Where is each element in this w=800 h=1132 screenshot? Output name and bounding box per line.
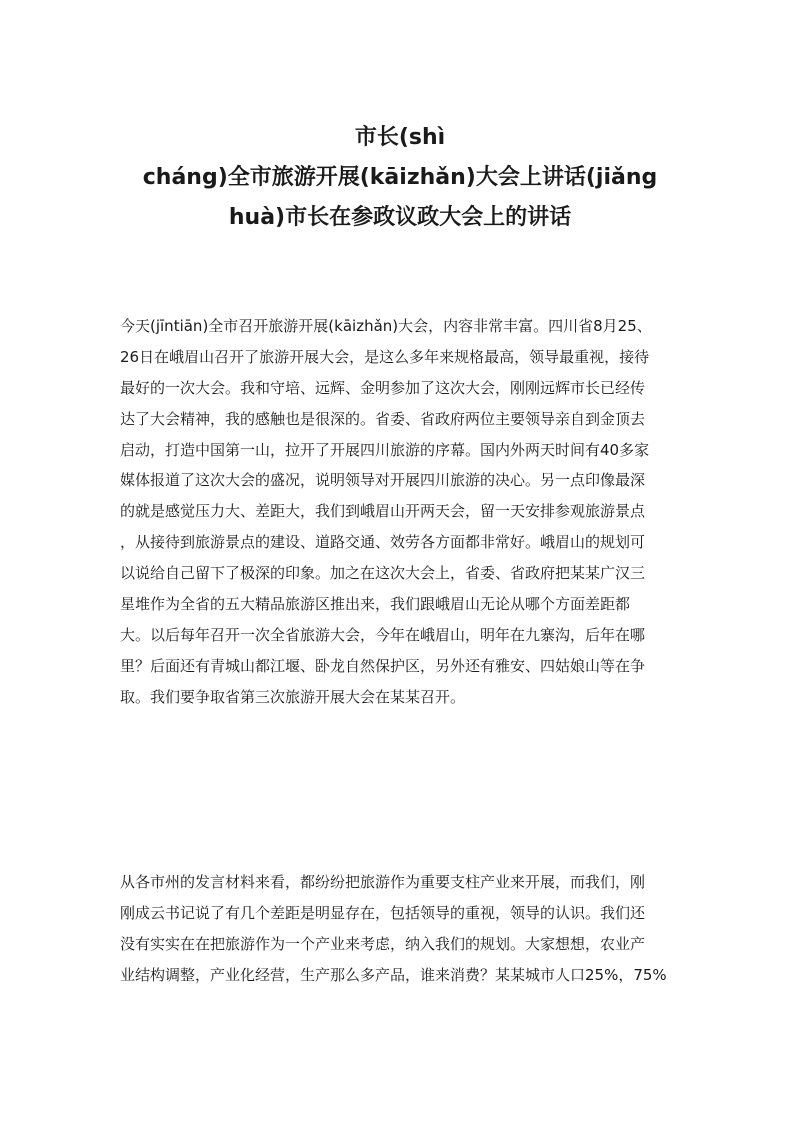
paragraph-line: 以说给自己留下了极深的印象。加之在这次大会上，省委、省政府把某某广汉三 <box>120 564 646 583</box>
paragraph-line: 启动，打造中国第一山，拉开了开展四川旅游的序幕。国内外两天时间有40多家 <box>120 440 650 459</box>
paragraph-line: 今天(jīntiān)全市召开旅游开展(kāizhǎn)大会，内容非常丰富。四川省8月25、 <box>120 317 652 335</box>
title-line: 市长(shì <box>354 125 446 150</box>
paragraph-line: 达了大会精神，我的感触也是很深的。省委、省政府两位主要领导亲自到金顶去 <box>120 409 646 428</box>
paragraph-line: 大。以后每年召开一次全省旅游大会，今年在峨眉山，明年在九寨沟，后年在哪 <box>120 625 646 644</box>
paragraph-line: ，从接待到旅游景点的建设、道路交通、效劳各方面都非常好。峨眉山的规划可 <box>120 533 646 552</box>
document-title <box>120 118 680 238</box>
paragraph-line: 里？后面还有青城山都江堰、卧龙自然保护区，另外还有雅安、四姑娘山等在争 <box>120 656 646 675</box>
paragraph-line: 最好的一次大会。我和守培、远辉、金明参加了这次大会，刚刚远辉市长已经传 <box>120 378 646 397</box>
paragraph-line: 星堆作为全省的五大精品旅游区推出来，我们跟峨眉山无论从哪个方面差距都 <box>120 595 631 614</box>
paragraph-line: 媒体报道了这次大会的盛况，说明领导对开展四川旅游的决心。另一点印像最深 <box>120 471 646 490</box>
paragraph-line: 的就是感觉压力大、差距大，我们到峨眉山开两天会，留一天安排参观旅游景点 <box>120 502 646 521</box>
paragraph-line: 刚成云书记说了有几个差距是明显存在，包括领导的重视，领导的认识。我们还 <box>120 903 646 922</box>
paragraph-line: 业结构调整，产业化经营，生产那么多产品，谁来消费？某某城市人口25%，75% <box>120 965 667 984</box>
paragraph-line: 没有实实在在把旅游作为一个产业来考虑，纳入我们的规划。大家想想，农业产 <box>120 934 646 953</box>
title-line: huà)市长在参政议政大会上的讲话 <box>228 205 572 230</box>
paragraph-line: 取。我们要争取省第三次旅游开展大会在某某召开。 <box>120 687 466 706</box>
body-paragraph-1 <box>120 311 690 713</box>
body-paragraph-2 <box>120 867 690 991</box>
paragraph-line: 26日在峨眉山召开了旅游开展大会，是这么多年来规格最高，领导最重视，接待 <box>120 347 650 366</box>
title-line: cháng)全市旅游开展(kāizhǎn)大会上讲话(jiǎng <box>142 165 658 190</box>
paragraph-line: 从各市州的发言材料来看，都纷纷把旅游作为重要支柱产业来开展，而我们，刚 <box>120 873 646 891</box>
